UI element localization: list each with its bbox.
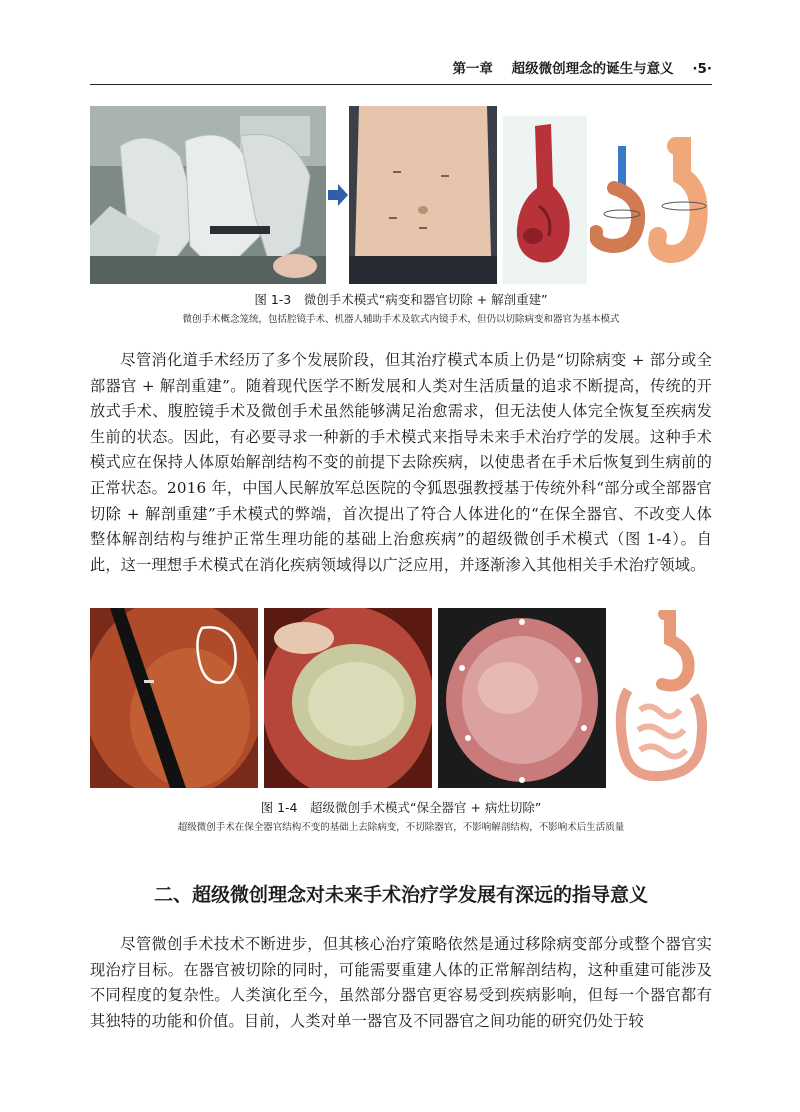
- resected-tissue-specimen-photo: [438, 608, 606, 788]
- figure-1-3-subtitle: 微创手术概念笼统，包括腔镜手术、机器人辅助手术及软式内镜手术，但仍以切除病变和器官为基本模式: [182, 314, 620, 325]
- robotic-surgery-photo: [90, 106, 326, 284]
- resected-specimen-photo: [503, 116, 587, 284]
- running-header: [90, 58, 712, 85]
- figure-1-4-caption: [90, 800, 712, 835]
- arrow-icon: [328, 184, 348, 206]
- figure-1-3-caption: [90, 292, 712, 327]
- figure-1-4-title: 图 1-4 超级微创手术模式“保全器官 + 病灶切除”: [260, 800, 542, 815]
- resection-wound-photo: [264, 608, 432, 788]
- header-title: 超级微创理念的诞生与意义: [511, 61, 674, 77]
- abdomen-incisions-photo: [349, 106, 497, 284]
- body-paragraph-1: 尽管消化道手术经历了多个发展阶段，但其治疗模式本质上仍是“切除病变 + 部分或全部器官 + 解剖重建”。随着现代医学不断发展和人类对生活质量的追求不断提高，传统的开放式手术、腹腔镜手术及微创手术虽然能够满足治愈需求，但无法使人体完全恢复至疾病发生前的状态。因此，有必要寻求一种新的手术模式来指导未来手术治疗学的发展。这种手术模式应在保持人体原始解剖结构不变的前提下去除疾病，以使患者在手术后恢复到生病前的正常状态。2016 年，中国人民解放军总医院的令狐恩强教授基于传统外科“部分或全部器官切除 + 解剖重建”手术模式的弊端，首次提出了符合人体进化的“在保全器官、不改变人体整体解剖结构与维护正常生理功能的基础上治愈疾病”的超级微创手术模式（图 1-4）。自此，这一理想手术模式在消化疾病领域得以广泛应用，并逐渐渗入其他相关手术治疗领域。: [90, 351, 712, 574]
- header-chapter: 第一章: [452, 61, 493, 77]
- section-heading: 二、超级微创理念对未来手术治疗学发展有深远的指导意义: [153, 884, 648, 906]
- body-paragraph-2: 尽管微创手术技术不断进步，但其核心治疗策略依然是通过移除病变部分或整个器官实现治疗目标。在器官被切除的同时，可能需要重建人体的正常解剖结构，这种重建可能涉及不同程度的复杂性。人类演化至今，虽然部分器官更容易受到疾病影响，但每一个器官都有其独特的功能和价值。目前，人类对单一器官及不同器官之间功能的研究仍处于较: [90, 935, 712, 1030]
- figure-1-4-subtitle: 超级微创手术在保全器官结构不变的基础上去除病变，不切除器官，不影响解剖结构，不影响术后生活质量: [177, 822, 625, 833]
- digestive-tract-illustration: [610, 610, 712, 788]
- reconstruction-diagram: [590, 136, 712, 266]
- figure-1-3-title: 图 1-3 微创手术模式“病变和器官切除 + 解剖重建”: [254, 292, 548, 307]
- header-page-number: ·5·: [692, 61, 712, 77]
- endoscopic-lesion-photo: [90, 608, 258, 788]
